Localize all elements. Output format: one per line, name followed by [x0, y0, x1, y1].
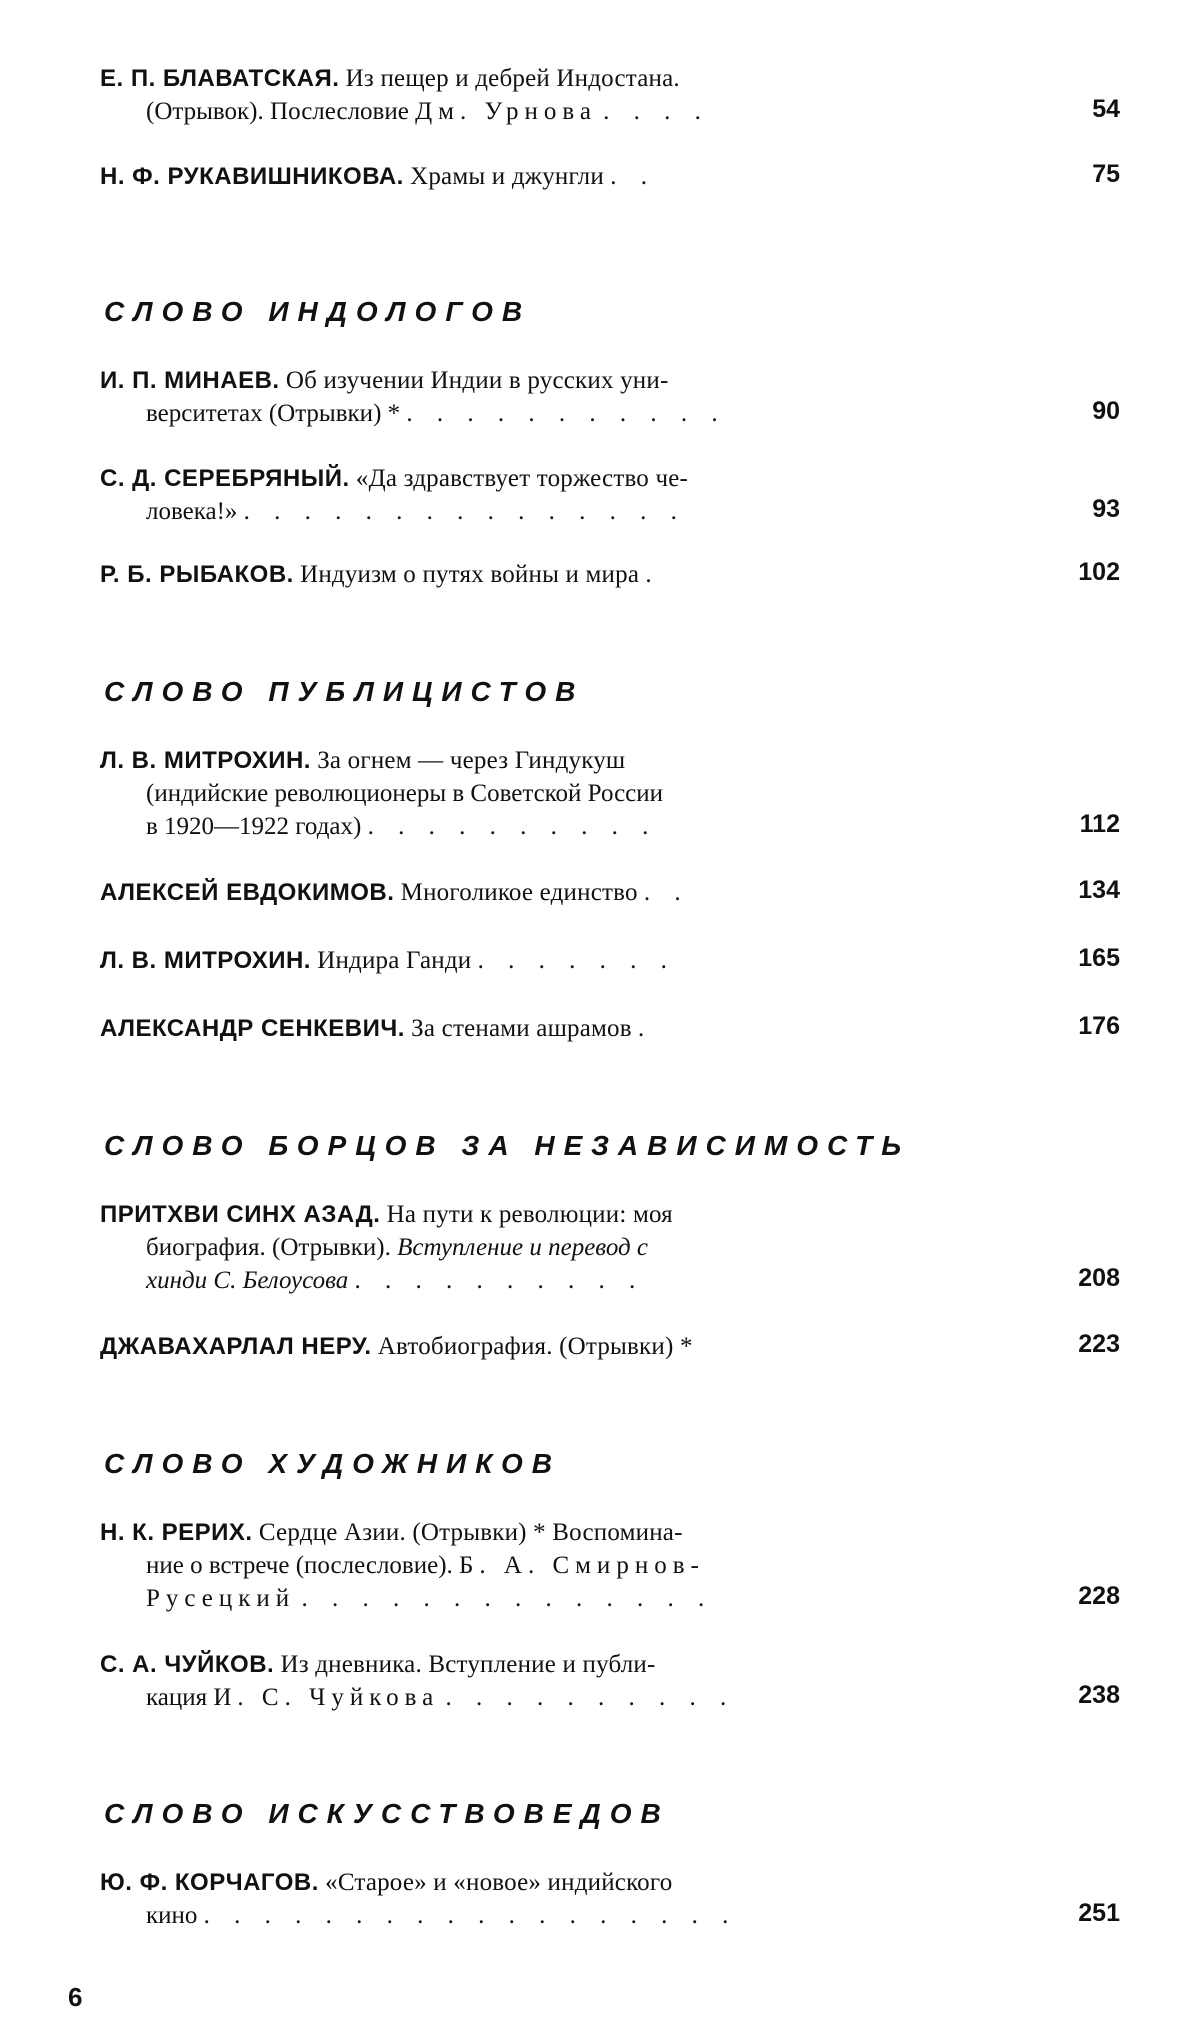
entry-author: Е. П. БЛАВАТСКАЯ.: [100, 65, 340, 92]
entry-title-cont: в 1920—1922 годах): [146, 813, 362, 840]
page-number: 93: [1092, 495, 1120, 523]
page-number: 165: [1078, 944, 1120, 972]
entry-text: [100, 876, 1000, 909]
entry-translator-cont: хинди С. Белоусова: [146, 1267, 349, 1294]
toc-entry: [100, 462, 1120, 528]
entry-text: [100, 62, 1000, 128]
entry-author: ДЖАВАХАРЛАЛ НЕРУ.: [100, 1333, 372, 1360]
entry-author: ПРИТХВИ СИНХ АЗАД.: [100, 1201, 381, 1228]
page-number: 102: [1078, 558, 1120, 586]
section-heading: СЛОВО БОРЦОВ ЗА НЕЗАВИСИМОСТЬ: [104, 1130, 911, 1161]
entry-afterword-author: Дм. Урнова: [415, 98, 597, 125]
entry-title-cont: (индийские революционеры в Советской России: [146, 780, 664, 807]
page-number: 208: [1078, 1264, 1120, 1292]
entry-author: С. А. ЧУЙКОВ.: [100, 1651, 275, 1678]
leader-dots: . .: [643, 879, 690, 906]
toc-entry: [100, 160, 1120, 193]
page-number: 251: [1078, 1899, 1120, 1927]
entry-author: Н. Ф. РУКАВИШНИКОВА.: [100, 163, 404, 190]
toc-entry: [100, 1866, 1120, 1932]
entry-title-cont: кация: [146, 1684, 208, 1711]
section-heading: СЛОВО ХУДОЖНИКОВ: [104, 1448, 561, 1479]
entry-title: Сердце Азии. (Отрывки) * Воспомина-: [258, 1519, 683, 1546]
entry-text: [100, 1198, 1000, 1297]
entry-title: За стенами ашрамов: [411, 1015, 632, 1042]
toc-entry: [100, 62, 1120, 128]
entry-author: АЛЕКСЕЙ ЕВДОКИМОВ.: [100, 879, 395, 906]
entry-title: Из пещер и дебрей Индостана.: [345, 65, 680, 92]
page-number: 228: [1078, 1582, 1120, 1610]
leader-dots: . . . . . . . . . . . . . . .: [243, 498, 686, 525]
entry-translator: Вступление и перевод с: [397, 1234, 648, 1261]
leader-dots: . .: [610, 163, 656, 190]
toc-entry: [100, 558, 1120, 591]
entry-memoir-author-cont: Русецкий: [146, 1585, 296, 1612]
entry-title: На пути к революции: моя: [386, 1201, 673, 1228]
page-number: 75: [1092, 160, 1120, 188]
entry-text: [100, 744, 1000, 843]
entry-text: [100, 160, 1000, 193]
entry-title-cont: (Отрывок). Послесловие: [146, 98, 409, 125]
page-number: 223: [1078, 1330, 1120, 1358]
page-number: 112: [1079, 810, 1120, 838]
entry-publisher: И. С. Чуйкова: [213, 1684, 440, 1711]
entry-text: [100, 1012, 1000, 1045]
entry-text: [100, 462, 1000, 528]
page-number: 54: [1092, 95, 1120, 123]
leader-dots: . . . . . . .: [477, 947, 676, 974]
page-number: 134: [1078, 876, 1120, 904]
toc-entry: [100, 1648, 1120, 1714]
entry-text: [100, 944, 1000, 977]
entry-author: Л. В. МИТРОХИН.: [100, 947, 311, 974]
toc-entry: [100, 1012, 1120, 1045]
entry-title: «Да здравствует торжество че-: [355, 465, 689, 492]
entry-author: И. П. МИНАЕВ.: [100, 367, 280, 394]
folio-page-number: 6: [68, 1982, 83, 2012]
entry-title: Автобиография. (Отрывки) *: [377, 1333, 693, 1360]
entry-author: Ю. Ф. КОРЧАГОВ.: [100, 1869, 319, 1896]
entry-title-cont: верситетах (Отрывки) *: [146, 400, 401, 427]
entry-author: С. Д. СЕРЕБРЯНЫЙ.: [100, 465, 350, 492]
entry-title: Индуизм о путях войны и мира: [300, 561, 640, 588]
entry-title: За огнем — через Гиндукуш: [317, 747, 626, 774]
entry-title-cont: кино: [146, 1902, 198, 1929]
leader-dots: . . . . . . . . . .: [367, 813, 658, 840]
toc-entry: [100, 1198, 1120, 1297]
entry-title-cont: ние о встрече (послесловие).: [146, 1552, 453, 1579]
section-heading: СЛОВО ИНДОЛОГОВ: [104, 296, 532, 327]
entry-author: АЛЕКСАНДР СЕНКЕВИЧ.: [100, 1015, 405, 1042]
entry-author: Н. К. РЕРИХ.: [100, 1519, 253, 1546]
page-number: 238: [1078, 1681, 1120, 1709]
page-number: 90: [1092, 397, 1120, 425]
entry-text: [100, 1330, 1000, 1363]
leader-dots: .: [638, 1015, 654, 1042]
entry-title-cont: биография. (Отрывки).: [146, 1234, 391, 1261]
leader-dots: . . . . . . . . . . . . . .: [301, 1585, 714, 1612]
entry-text: [100, 1648, 1000, 1714]
leader-dots: . . . . . . . . . . .: [406, 400, 727, 427]
toc-entry: [100, 364, 1120, 430]
entry-title-cont: ловека!»: [146, 498, 238, 525]
entry-title: Индира Ганди: [317, 947, 472, 974]
entry-text: [100, 364, 1000, 430]
section-heading: СЛОВО ПУБЛИЦИСТОВ: [104, 676, 585, 707]
toc-entry: [100, 1330, 1120, 1363]
leader-dots: . . . . . . . . . .: [354, 1267, 645, 1294]
entry-title: Об изучении Индии в русских уни-: [285, 367, 669, 394]
entry-title: Из дневника. Вступление и публи-: [280, 1651, 656, 1678]
entry-author: Л. В. МИТРОХИН.: [100, 747, 311, 774]
entry-memoir-author: Б. А. Смирнов-: [459, 1552, 705, 1579]
toc-entry: [100, 1516, 1120, 1615]
toc-entry: [100, 876, 1120, 909]
entry-title: «Старое» и «новое» индийского: [325, 1869, 673, 1896]
entry-text: [100, 1866, 1000, 1932]
leader-dots: .: [645, 561, 661, 588]
entry-author: Р. Б. РЫБАКОВ.: [100, 561, 294, 588]
leader-dots: . . . .: [603, 98, 710, 125]
toc-entry: [100, 944, 1120, 977]
entry-title: Многоликое единство: [400, 879, 638, 906]
leader-dots: . . . . . . . . . .: [445, 1684, 736, 1711]
toc-entry: [100, 744, 1120, 843]
entry-text: [100, 1516, 1000, 1615]
section-heading: СЛОВО ИСКУССТВОВЕДОВ: [104, 1798, 670, 1829]
entry-title: Храмы и джунгли: [410, 163, 604, 190]
page-number: 176: [1078, 1012, 1120, 1040]
entry-text: [100, 558, 1000, 591]
leader-dots: . . . . . . . . . . . . . . . . . .: [203, 1902, 738, 1929]
